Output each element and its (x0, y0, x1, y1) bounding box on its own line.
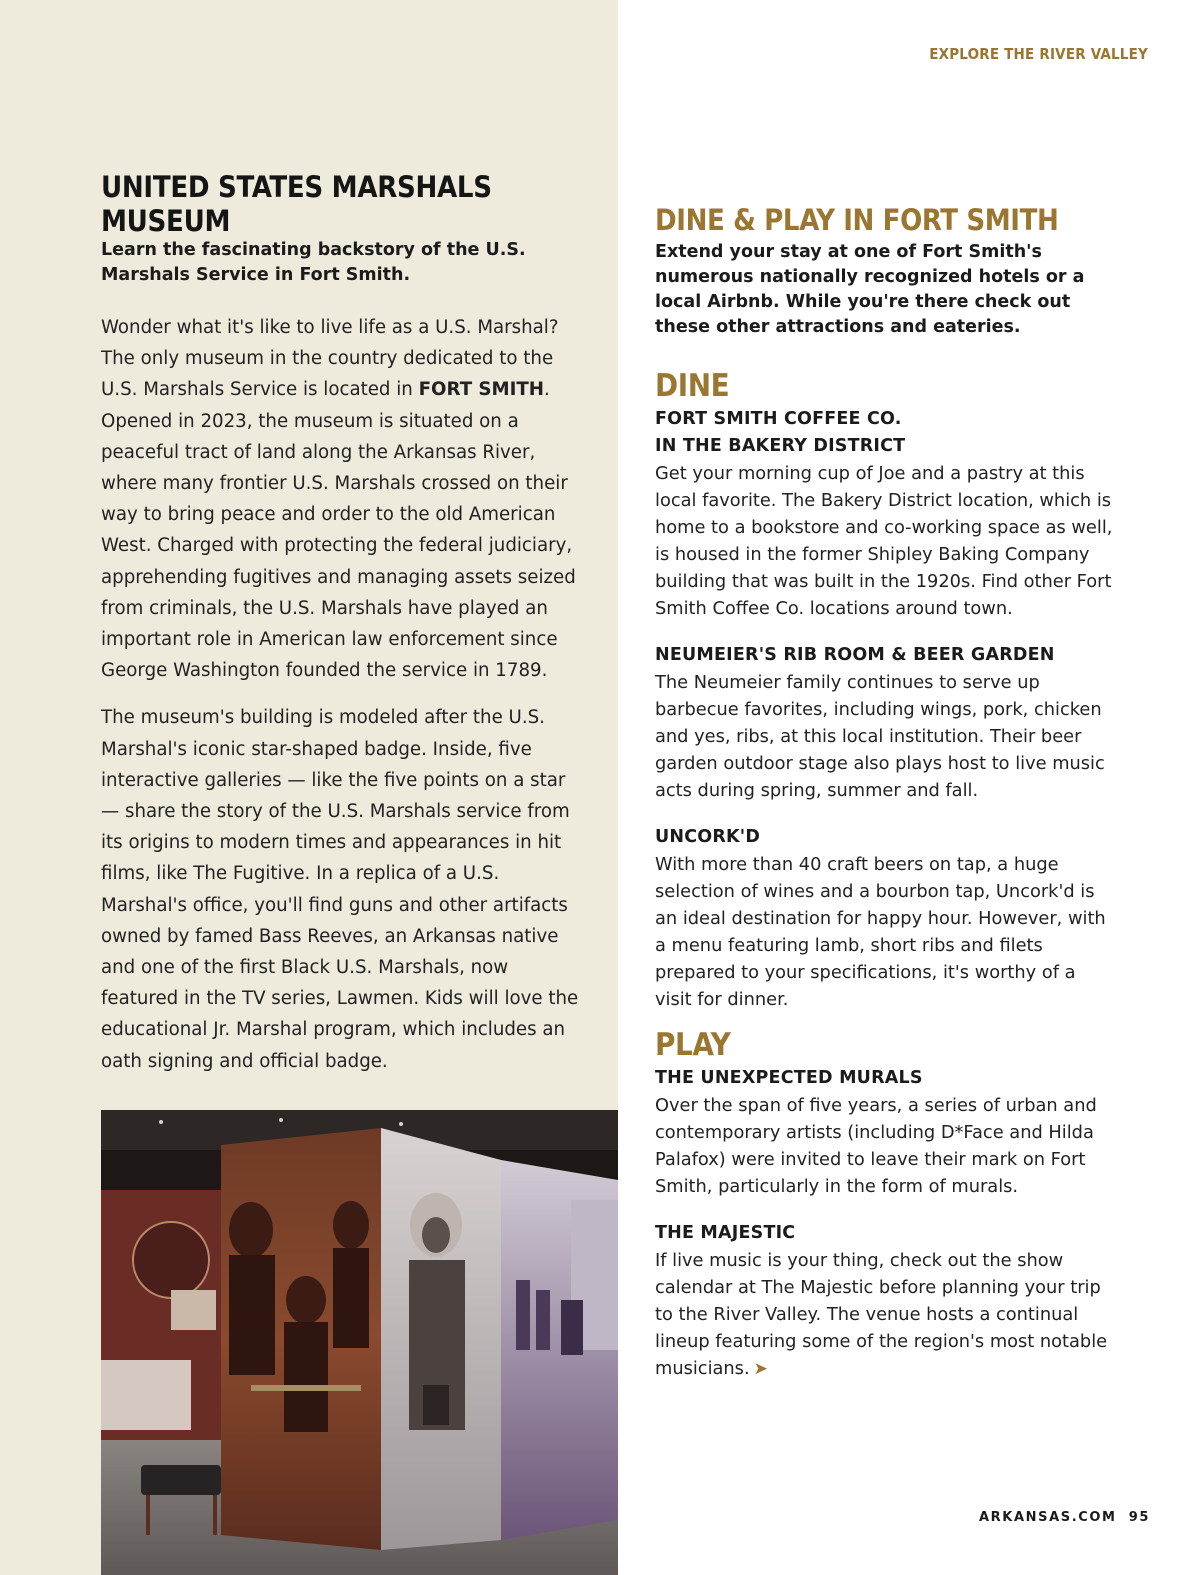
page-footer (979, 1510, 1150, 1525)
venue-description: With more than 40 craft beers on tap, a huge selection of wines and a bourbon tap, Uncork'd is an ideal destination for happy hour. However, with a menu featuring lamb, short ribs and filets prepared to your specifications, it's worthy of a visit for dinner. (655, 854, 1106, 1010)
museum-para1-end: . Opened in 2023, the museum is situated on a peaceful tract of land along the Arkansas River, where many frontier U.S. Marshals crossed on their way to bring peace and order to the old American West. Charged with protecting the federal judiciary, apprehending fugitives and managing assets seized from criminals, the U.S. Marshals have played an important role in American law enforcement since George Washington founded the service in 1789. (101, 379, 576, 682)
dine-play-intro: Extend your stay at one of Fort Smith's numerous nationally recognized hotels or a local Airbnb. While you're there check out these other attractions and eateries. (655, 242, 1085, 337)
play-heading: PLAY (655, 1027, 731, 1063)
venue-neumeiers (655, 642, 1115, 804)
venue-description (655, 1247, 1115, 1383)
continue-arrow-icon: ➤ (753, 1359, 768, 1379)
venue-uncorkd (655, 824, 1115, 1013)
museum-para1-bold: FORT SMITH (418, 379, 545, 401)
museum-gallery-photo (101, 1110, 618, 1575)
museum-title: UNITED STATES MARSHALS MUSEUM (101, 170, 492, 238)
museum-subtitle: Learn the fascinating backstory of the U.S. Marshals Service in Fort Smith. (101, 240, 526, 285)
venue-name-line-2: IN THE BAKERY DISTRICT (655, 436, 906, 456)
venue-name: NEUMEIER'S RIB ROOM & BEER GARDEN (655, 645, 1055, 665)
page-number: 95 (1128, 1510, 1150, 1525)
museum-article (101, 170, 581, 1077)
venue-name: THE MAJESTIC (655, 1223, 796, 1243)
venue-unexpected-murals (655, 1065, 1115, 1200)
venue-name: FORT SMITH COFFEE CO. (655, 409, 902, 429)
museum-para1-start: Wonder what it's like to live life as a U.S. Marshal? The only museum in the country dedicated to the U.S. Marshals Service is located in (101, 317, 559, 401)
venue-description-text: If live music is your thing, check out the show calendar at The Majestic before planning your trip to the River Valley. The venue hosts a continual lineup featuring some of the region's most notable musicians. (655, 1250, 1108, 1379)
footer-site: ARKANSAS.COM (979, 1510, 1117, 1525)
dine-heading: DINE (655, 368, 730, 404)
venue-description: The Neumeier family continues to serve up barbecue favorites, including wings, pork, chicken and yes, ribs, at this local institution. Their beer garden outdoor stage also plays host to live music acts during spring, summer and fall. (655, 672, 1105, 801)
venue-name: UNCORK'D (655, 827, 761, 847)
venue-the-majestic (655, 1220, 1115, 1383)
venue-description: Over the span of five years, a series of urban and contemporary artists (including D*Face and Hilda Palafox) were invited to leave their mark on Fort Smith, particularly in the form of murals. (655, 1095, 1097, 1197)
section-label: EXPLORE THE RIVER VALLEY (929, 45, 1148, 63)
museum-paragraph-2: The museum's building is modeled after the U.S. Marshal's iconic star-shaped badge. Inside, five interactive galleries — like the five points on a star — share the story of the U.S. Marshals service from its origins to modern times and appearances in hit films, like The Fugitive. In a replica of a U.S. Marshal's office, you'll find guns and other artifacts owned by famed Bass Reeves, an Arkansas native and one of the first Black U.S. Marshals, now featured in the TV series, Lawmen. Kids will love the educational Jr. Marshal program, which includes an oath signing and official badge. (101, 707, 579, 1072)
venue-name: THE UNEXPECTED MURALS (655, 1068, 923, 1088)
venue-fort-smith-coffee (655, 406, 1115, 622)
dine-play-title: DINE & PLAY IN FORT SMITH (655, 203, 1059, 237)
dine-play-section (655, 200, 1115, 1383)
venue-description: Get your morning cup of Joe and a pastry at this local favorite. The Bakery District location, which is home to a bookstore and co-working space as well, is housed in the former Shipley Baking Company building that was built in the 1920s. Find other Fort Smith Coffee Co. locations around town. (655, 463, 1113, 619)
museum-paragraph-1 (101, 312, 581, 686)
